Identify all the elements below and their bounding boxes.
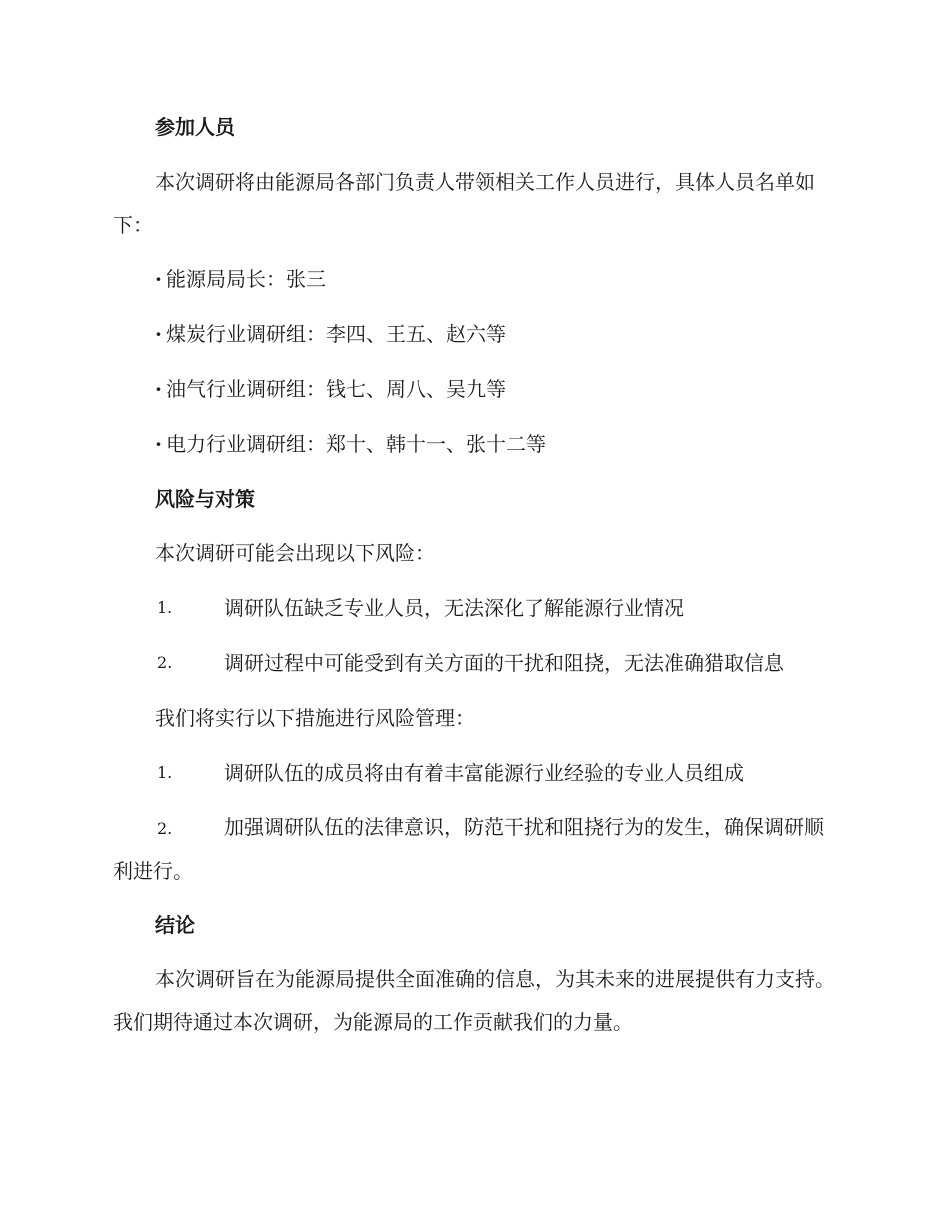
conclusion-body: 本次调研旨在为能源局提供全面准确的信息，为其未来的进展提供有力支持。我们期待通过本次调研，为能源局的工作贡献我们的力量。 [113, 967, 835, 1034]
list-item-member [155, 320, 506, 348]
item-number: 2. [157, 819, 173, 838]
list-item-member [155, 265, 326, 293]
item-number: 2. [157, 653, 173, 672]
section-heading-risks: 风险与对策 [155, 487, 255, 511]
bullet-icon: · [155, 322, 162, 346]
risks-intro: 本次调研可能会出现以下风险： [155, 541, 435, 565]
list-item-measure [113, 806, 835, 893]
item-number: 1. [157, 763, 173, 782]
measures-intro: 我们将实行以下措施进行风险管理： [155, 706, 475, 730]
member-text: 油气行业调研组：钱七、周八、吴九等 [166, 377, 506, 401]
bullet-icon: · [155, 267, 162, 291]
section-heading-conclusion: 结论 [155, 913, 195, 937]
bullet-icon: · [155, 432, 162, 456]
list-item-member [155, 430, 546, 458]
item-text: 调研过程中可能受到有关方面的干扰和阻挠，无法准确猎取信息 [224, 651, 784, 675]
member-text: 电力行业调研组：郑十、韩十一、张十二等 [166, 432, 546, 456]
item-text: 调研队伍的成员将由有着丰富能源行业经验的专业人员组成 [224, 761, 744, 785]
participants-intro: 本次调研将由能源局各部门负责人带领相关工作人员进行，具体人员名单如下： [113, 170, 815, 237]
item-number: 1. [157, 598, 173, 617]
item-text: 调研队伍缺乏专业人员，无法深化了解能源行业情况 [224, 596, 684, 620]
member-text: 煤炭行业调研组：李四、王五、赵六等 [166, 322, 506, 346]
member-text: 能源局局长：张三 [166, 267, 326, 291]
item-text: 加强调研队伍的法律意识，防范干扰和阻挠行为的发生，确保调研顺利进行。 [113, 815, 824, 883]
section-heading-participants: 参加人员 [155, 115, 235, 139]
bullet-icon: · [155, 377, 162, 401]
list-item-member [155, 375, 506, 403]
